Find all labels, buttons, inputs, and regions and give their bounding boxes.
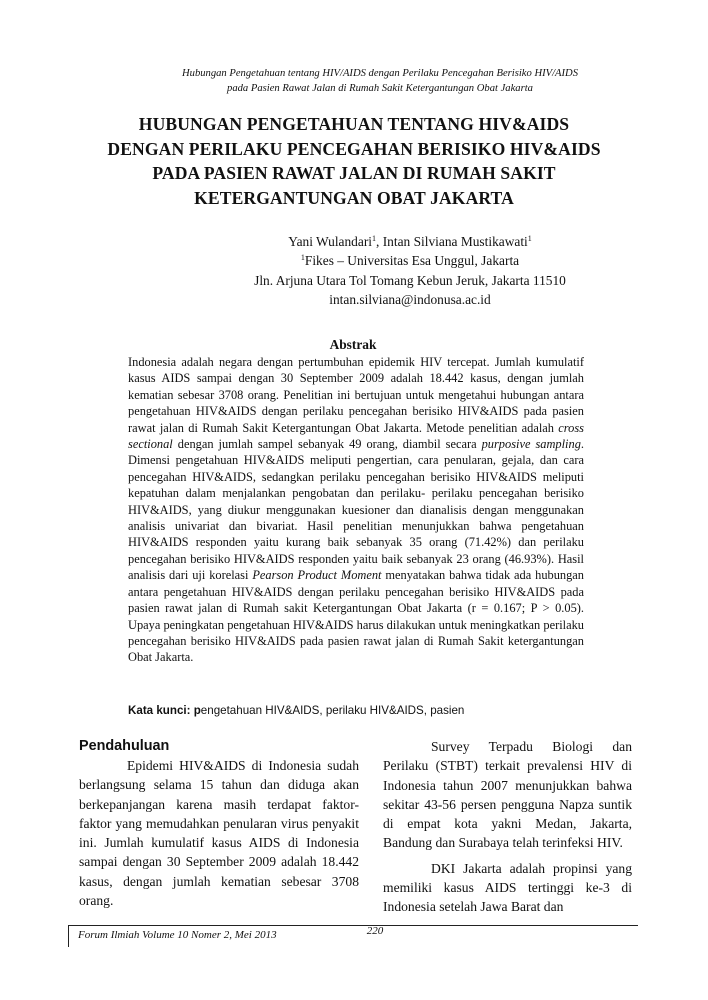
- right-column: [383, 737, 632, 917]
- title-line-1: HUBUNGAN PENGETAHUAN TENTANG HIV&AIDS: [138, 114, 570, 134]
- title-line-3: PADA PASIEN RAWAT JALAN DI RUMAH SAKIT: [152, 163, 556, 183]
- footer-journal: Forum Ilmiah Volume 10 Nomer 2, Mei 2013: [78, 929, 277, 941]
- left-column: [79, 737, 359, 910]
- intro-paragraph-1: Epidemi HIV&AIDS di Indonesia sudah berlangsung selama 15 tahun dan diduga akan berkepanjangan karena masih terdapat faktor-faktor yang memudahkan penularan virus penyakit ini. Jumlah kumulatif kasus AIDS di Indonesia sampai dengan 30 September 2009 adalah 18.442 kasus, dengan jumlah kematian sebesar 3708 orang.: [79, 758, 359, 909]
- intro-paragraph-3: DKI Jakarta adalah propinsi yang memiliki kasus AIDS tertinggi ke-3 di Indonesia setelah Jawa Barat dan: [383, 860, 632, 915]
- footer-rule-vertical: [68, 925, 69, 947]
- author-1: Yani Wulandari: [288, 234, 373, 249]
- abstract-text-2: dengan jumlah sampel sebanyak 49 orang, diambil secara: [172, 437, 482, 452]
- address: Jln. Arjuna Utara Tol Tomang Kebun Jeruk, Jakarta 11510: [254, 272, 566, 288]
- author-block: [160, 232, 660, 310]
- abstract-heading: Abstrak: [329, 337, 377, 352]
- paper-title: [70, 112, 638, 210]
- keywords-value: engetahuan HIV&AIDS, perilaku HIV&AIDS, pasien: [200, 704, 465, 717]
- title-line-4: KETERGANTUNGAN OBAT JAKARTA: [194, 187, 514, 208]
- abstract-text-1: Indonesia adalah negara dengan pertumbuhan epidemik HIV tercepat. Jumlah kumulatif kasus AIDS sampai dengan 30 September 2009 adalah 18.442 kasus, dengan jumlah kematian sebesar 3708 orang. Penelitian ini bertujuan untuk mengetahui hubungan antara pengetahuan HIV&AIDS dengan perilaku pencegahan berisiko HIV&AIDS pada pasien rawat jalan di Rumah Sakit Ketergantungan Obat Jakarta. Metode penelitian adalah: [128, 355, 584, 435]
- abstract-italic-test: Pearson Product Moment: [252, 568, 382, 583]
- running-header: [100, 66, 660, 96]
- affiliation: [160, 251, 660, 270]
- running-header-line-2: pada Pasien Rawat Jalan di Rumah Sakit Ketergantungan Obat Jakarta: [227, 83, 533, 94]
- running-header-line-1: Hubungan Pengetahuan tentang HIV/AIDS dengan Perilaku Pencegahan Berisiko HIV/AIDS: [182, 68, 578, 79]
- author-separator: ,: [376, 234, 383, 249]
- author-1-affiliation-mark: 1: [372, 234, 377, 243]
- keywords-label: Kata kunci: p: [128, 704, 201, 717]
- abstract-italic-sampling: purposive sampling: [481, 437, 581, 452]
- abstract-italic-method: cross sectional: [128, 420, 584, 452]
- affiliation-text: Fikes – Universitas Esa Unggul, Jakarta: [304, 253, 520, 269]
- author-2: Intan Silviana Mustikawati: [382, 234, 528, 249]
- section-heading-introduction: Pendahuluan: [79, 738, 170, 754]
- affiliation-mark: 1: [300, 253, 305, 263]
- author-names: [160, 232, 660, 251]
- abstract-text-4: menyatakan bahwa tidak ada hubungan antara pengetahuan HIV&AIDS dengan perilaku pencegahan berisiko HIV&AIDS pada pasien rawat jalan di Rumah sakit Ketergantungan Obat Jakarta (r = 0.167; P > 0.05). Upaya peningkatan pengetahuan HIV&AIDS harus dilakukan untuk meningkatkan perilaku pencegahan berisiko HIV&AIDS pada pasien rawat jalan di Rumah Sakit ketergantungan Obat Jakarta.: [128, 568, 584, 665]
- author-2-affiliation-mark: 1: [527, 234, 532, 243]
- abstract-body: [128, 354, 584, 666]
- keywords: [128, 704, 598, 717]
- page-number: 220: [366, 925, 384, 937]
- abstract-text-3: . Dimensi pengetahuan HIV&AIDS meliputi pengertian, cara penularan, gejala, dan cara pencegahan HIV&AIDS, sedangkan perilaku pencegahan berisiko HIV&AIDS meliputi kepatuhan dalam menjalankan pengobatan dan perilaku- perilaku pencegahan berisiko HIV&AIDS, yang diukur menggunakan kuesioner dan dianalisis dengan menggunakan analisis univariat dan bivariat. Hasil penelitian menunjukkan bahwa pengetahuan HIV&AIDS responden yaitu kurang baik sebanyak 35 orang (71.42%) dan perilaku pencegahan berisiko HIV&AIDS responden yaitu baik sebanyak 23 orang (46.93%). Hasil analisis dari uji korelasi: [128, 437, 584, 583]
- intro-paragraph-2: Survey Terpadu Biologi dan Perilaku (STBT) terkait prevalensi HIV di Indonesia tahun 2007 menunjukkan bahwa sekitar 43-56 persen pengguna Napza suntik di empat kota yakni Medan, Jakarta, Bandung dan Surabaya telah terinfeksi HIV.: [383, 739, 632, 851]
- title-line-2: DENGAN PERILAKU PENCEGAHAN BERISIKO HIV&AIDS: [107, 138, 601, 159]
- email: intan.silviana@indonusa.ac.id: [329, 292, 491, 308]
